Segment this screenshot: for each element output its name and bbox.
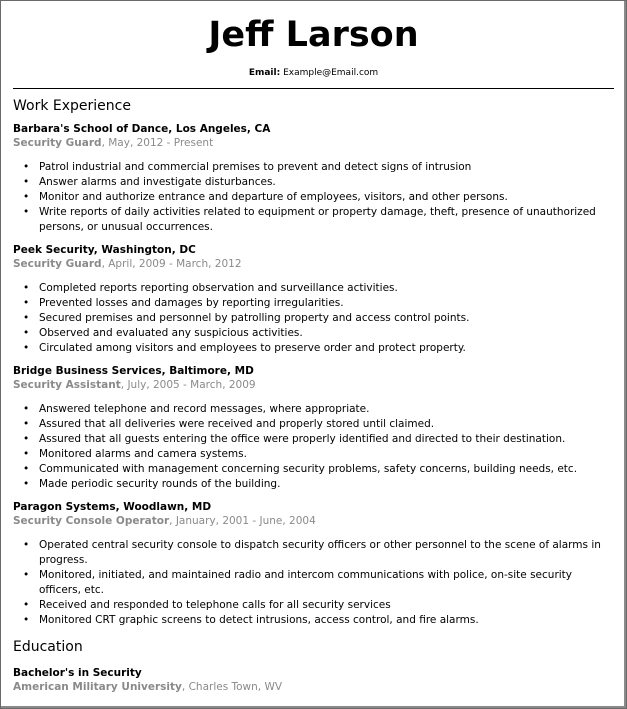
education-school-line — [13, 680, 626, 694]
job-title: Security Console Operator — [13, 515, 170, 527]
job-entry — [13, 243, 626, 271]
job-dates: , January, 2001 - June, 2004 — [169, 515, 316, 527]
bullet-icon: • — [23, 569, 30, 581]
job-entry — [13, 500, 626, 528]
list-item — [23, 341, 626, 356]
job-employer: Bridge Business Services, Baltimore, MD — [13, 365, 254, 377]
job-entry — [13, 122, 626, 150]
list-item — [23, 538, 626, 568]
bullet-icon: • — [23, 433, 30, 445]
bullet-icon: • — [23, 176, 30, 188]
duty-text: Patrol industrial and commercial premises to prevent and detect signs of intrusion — [39, 161, 472, 173]
list-item — [23, 598, 626, 613]
job-employer: Barbara's School of Dance, Los Angeles, CA — [13, 123, 271, 135]
duty-text: Assured that all deliveries were received and properly stored until claimed. — [39, 418, 435, 430]
bullet-icon: • — [23, 614, 30, 626]
duty-text: Monitored CRT graphic screens to detect intrusions, access control, and fire alarms. — [39, 614, 479, 626]
duty-text: Made periodic security rounds of the building. — [39, 478, 281, 490]
bullet-icon: • — [23, 478, 30, 490]
contact-line — [1, 67, 626, 79]
list-item — [23, 296, 626, 311]
job-entry — [13, 364, 626, 392]
job-employer: Peek Security, Washington, DC — [13, 244, 196, 256]
duty-text: Communicated with management concerning security problems, safety concerns, building needs, etc. — [39, 463, 578, 475]
work-experience-heading: Work Experience — [13, 98, 131, 114]
job-role-line — [13, 514, 626, 528]
bullet-icon: • — [23, 539, 30, 551]
list-item — [23, 311, 626, 326]
job-role-line — [13, 378, 626, 392]
job-duties-list — [1, 160, 626, 235]
bullet-icon: • — [23, 297, 30, 309]
bullet-icon: • — [23, 418, 30, 430]
list-item — [23, 190, 626, 205]
job-duties-list — [1, 538, 626, 628]
job-role-line — [13, 136, 626, 150]
bullet-icon: • — [23, 342, 30, 354]
bullet-icon: • — [23, 327, 30, 339]
job-title: Security Guard — [13, 137, 102, 149]
duty-text: Monitor and authorize entrance and departure of employees, visitors, and other persons. — [39, 191, 508, 203]
list-item — [23, 447, 626, 462]
list-item — [23, 477, 626, 492]
job-dates: , April, 2009 - March, 2012 — [101, 258, 242, 270]
duty-text: Monitored alarms and camera systems. — [39, 448, 247, 460]
candidate-name: Jeff Larson — [208, 15, 419, 55]
job-duties-list — [1, 402, 626, 492]
list-item — [23, 417, 626, 432]
bullet-icon: • — [23, 403, 30, 415]
job-title: Security Assistant — [13, 379, 121, 391]
bullet-icon: • — [23, 599, 30, 611]
education-school: American Military University — [13, 681, 182, 693]
list-item — [23, 326, 626, 341]
duty-text: Completed reports reporting observation and surveillance activities. — [39, 282, 398, 294]
bullet-icon: • — [23, 463, 30, 475]
list-item — [23, 462, 626, 477]
duty-text: Answer alarms and investigate disturbances. — [39, 176, 276, 188]
education-location: , Charles Town, WV — [181, 681, 283, 693]
header-divider — [13, 88, 614, 89]
duty-text: Assured that all guests entering the office were properly identified and directed to their destination. — [39, 433, 566, 445]
education-heading: Education — [13, 639, 83, 655]
job-dates: , July, 2005 - March, 2009 — [120, 379, 256, 391]
list-item — [23, 175, 626, 190]
duty-text: Circulated among visitors and employees to preserve order and protect property. — [39, 342, 466, 354]
duty-text: Write reports of daily activities related to equipment or property damage, theft, presence of unauthorized persons, or unusual occurrences. — [39, 206, 596, 233]
job-duties-list — [1, 281, 626, 356]
email-value: Example@Email.com — [283, 68, 379, 78]
list-item — [23, 568, 626, 598]
duty-text: Received and responded to telephone calls for all security services — [39, 599, 391, 611]
bullet-icon: • — [23, 161, 30, 173]
list-item — [23, 160, 626, 175]
duty-text: Secured premises and personnel by patrolling property and access control points. — [39, 312, 470, 324]
list-item — [23, 281, 626, 296]
bullet-icon: • — [23, 191, 30, 203]
bullet-icon: • — [23, 312, 30, 324]
education-entry — [13, 666, 626, 694]
education-degree: Bachelor's in Security — [13, 667, 142, 679]
list-item — [23, 432, 626, 447]
list-item — [23, 613, 626, 628]
job-title: Security Guard — [13, 258, 102, 270]
bullet-icon: • — [23, 206, 30, 218]
duty-text: Prevented losses and damages by reporting irregularities. — [39, 297, 344, 309]
job-employer: Paragon Systems, Woodlawn, MD — [13, 501, 212, 513]
email-label: Email: — [248, 68, 281, 78]
bullet-icon: • — [23, 448, 30, 460]
job-dates: , May, 2012 - Present — [101, 137, 214, 149]
list-item — [23, 402, 626, 417]
bullet-icon: • — [23, 282, 30, 294]
duty-text: Operated central security console to dispatch security officers or other personnel to the scene of alarms in progress. — [39, 539, 601, 566]
duty-text: Monitored, initiated, and maintained radio and intercom communications with police, on-site security officers, etc. — [39, 569, 573, 596]
list-item — [23, 205, 626, 235]
duty-text: Answered telephone and record messages, where appropriate. — [39, 403, 370, 415]
duty-text: Observed and evaluated any suspicious activities. — [39, 327, 303, 339]
job-role-line — [13, 257, 626, 271]
